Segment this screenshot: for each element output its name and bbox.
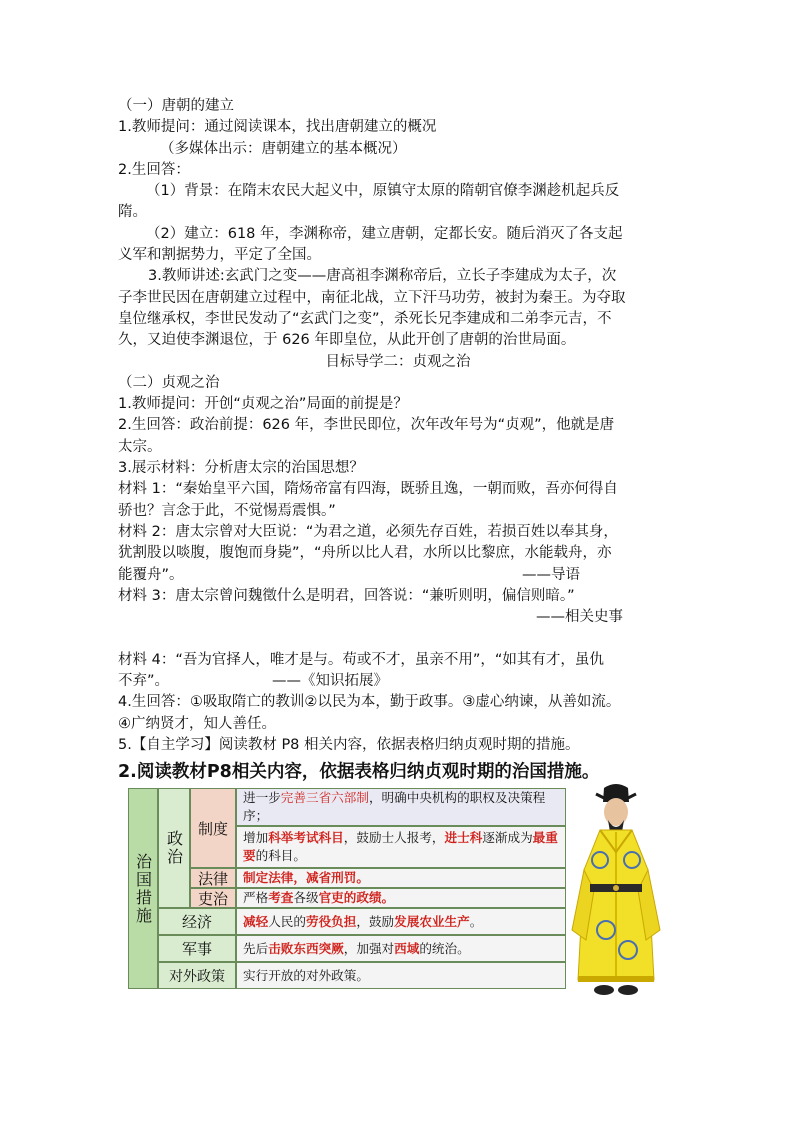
section-one-text — [118, 96, 678, 756]
text-line: 子李世民因在唐朝建立过程中，南征北战，立下汗马功劳，被封为秦王。为夺取 — [118, 289, 626, 306]
economy-desc — [236, 908, 566, 935]
text-line: 久，又迫使李渊退位，于 626 年即皇位，从此开创了唐朝的治世局面。 — [118, 332, 576, 349]
desc-text: 的统治。 — [419, 940, 470, 956]
desc-text: ，加强对 — [343, 940, 395, 956]
law-label: 法律 — [190, 868, 236, 888]
officials-label: 吏治 — [190, 888, 236, 908]
highlight-text: 最重要 — [243, 830, 558, 863]
text-line: 皇位继承权，李世民发动了“玄武门之变”，杀死长兄李建成和二弟李元吉，不 — [118, 310, 612, 327]
text-line: （1）背景：在隋末农民大起义中，原镇守太原的隋朝官僚李渊趁机起兵反 — [146, 183, 620, 200]
source-note: ——相关史事 — [536, 609, 623, 626]
military-label: 军事 — [158, 935, 236, 962]
text-line: 1.教师提问：通过阅读课本，找出唐朝建立的概况 — [118, 119, 437, 136]
desc-text: 。 — [469, 913, 483, 929]
text-line: 隋。 — [118, 204, 147, 221]
text-line: 3.教师讲述:玄武门之变——唐高祖李渊称帝后，立长子李建成为太子，次 — [148, 268, 617, 285]
text-line: 太宗。 — [118, 438, 162, 455]
goal-heading: 目标导学二：贞观之治 — [325, 353, 471, 370]
text-line: 1.教师提问：开创“贞观之治”局面的前提是？ — [118, 396, 408, 413]
desc-text: 先后 — [243, 940, 269, 956]
desc-text: 实行开放的对外政策。 — [243, 967, 369, 983]
section-heading: （一）唐朝的建立 — [118, 98, 234, 114]
text-line: 4.生回答：①吸取隋亡的教训②以民为本，勤于政事。③虚心纳谏，从善如流。 — [118, 694, 621, 711]
text-line: （多媒体出示：唐朝建立的基本概况） — [160, 140, 407, 157]
highlight-text: 劳役负担 — [305, 913, 357, 929]
politics-label-cell — [158, 788, 190, 908]
text-line: 能覆舟”。 — [118, 566, 184, 583]
desc-text: 各级 — [293, 890, 319, 905]
law-desc — [236, 868, 566, 888]
politics-label: 政治 — [164, 830, 184, 866]
highlight-text: 完善三省六部制 — [280, 790, 369, 805]
emperor-icon — [566, 780, 666, 1010]
highlight-text: 西域 — [394, 940, 420, 956]
section-heading: （二）贞观之治 — [118, 374, 220, 391]
text-line: 骄也？言念于此，不觉惕焉震惧。” — [118, 502, 336, 519]
desc-text: 逐渐成为 — [482, 830, 533, 845]
source-note: ——导语 — [522, 566, 580, 583]
desc-text: 增加 — [243, 830, 269, 845]
text-line: 2.生回答：政治前提：626 年，李世民即位，次年改年号为“贞观”，他就是唐 — [118, 417, 615, 434]
text-line: 2.生回答： — [118, 161, 190, 178]
text-line: 5.【自主学习】阅读教材 P8 相关内容，依据表格归纳贞观时期的措施。 — [118, 736, 580, 753]
system-label: 制度 — [190, 788, 236, 868]
text-line: 材料 1：“秦始皇平六国，隋炀帝富有四海，既骄且逸，一朝而败，吾亦何得自 — [118, 481, 618, 498]
text-line: 材料 4：“吾为官择人，唯才是与。苟或不才，虽亲不用”，“如其有才，虽仇 — [118, 651, 604, 668]
table-heading: 2.阅读教材P8相关内容，依据表格归纳贞观时期的治国措施。 — [118, 762, 600, 782]
source-note: ——《知识拓展》 — [272, 673, 388, 690]
highlight-text: 进士科 — [444, 830, 483, 845]
desc-text: ，鼓励 — [356, 913, 395, 929]
desc-text: ，明确中央机构的职权及决策程序； — [243, 790, 546, 823]
highlight-text: 官吏的政绩。 — [318, 890, 395, 905]
foreign-label: 对外政策 — [158, 962, 236, 989]
military-desc — [236, 935, 566, 962]
highlight-text: 减轻 — [243, 913, 269, 929]
desc-text: 进一步 — [243, 790, 281, 805]
desc-text: 严格 — [243, 890, 269, 905]
highlight-text: 击败东西突厥 — [268, 940, 344, 956]
system-desc-1 — [236, 788, 566, 826]
text-line: 义军和割据势力，平定了全国。 — [118, 247, 321, 264]
text-line: （2）建立：618 年，李渊称帝，建立唐朝，定都长安。随后消灭了各支起 — [146, 225, 623, 242]
text-line: ④广纳贤才，知人善任。 — [118, 715, 276, 732]
text-line: 材料 2：唐太宗曾对大臣说：“为君之道，必须先存百姓，若损百姓以奉其身， — [118, 523, 618, 540]
root-label-cell — [128, 788, 158, 989]
officials-desc — [236, 888, 566, 908]
text-line: 犹割股以啖腹，腹饱而身毙”，“舟所以比人君，水所以比黎庶，水能载舟，亦 — [118, 545, 612, 562]
text-line: 材料 3：唐太宗曾问魏徵什么是明君，回答说：“兼听则明，偏信则暗。” — [118, 587, 575, 604]
foreign-desc — [236, 962, 566, 989]
highlight-text: 制定法律，减省刑罚。 — [243, 870, 369, 885]
governance-table — [128, 788, 566, 989]
text-line: 3.展示材料：分析唐太宗的治国思想？ — [118, 460, 364, 477]
highlight-text: 考查 — [268, 890, 294, 905]
economy-label: 经济 — [158, 908, 236, 935]
highlight-text: 科举考试科目 — [268, 830, 344, 845]
system-desc-2 — [236, 826, 566, 868]
highlight-text: 发展农业生产 — [394, 913, 470, 929]
desc-text: ，鼓励士人报考， — [343, 830, 445, 845]
desc-text: 人民的 — [268, 913, 306, 929]
desc-text: 的科目。 — [255, 848, 306, 863]
text-line: 不弃”。 — [118, 673, 170, 690]
root-label: 治国措施 — [133, 852, 153, 925]
